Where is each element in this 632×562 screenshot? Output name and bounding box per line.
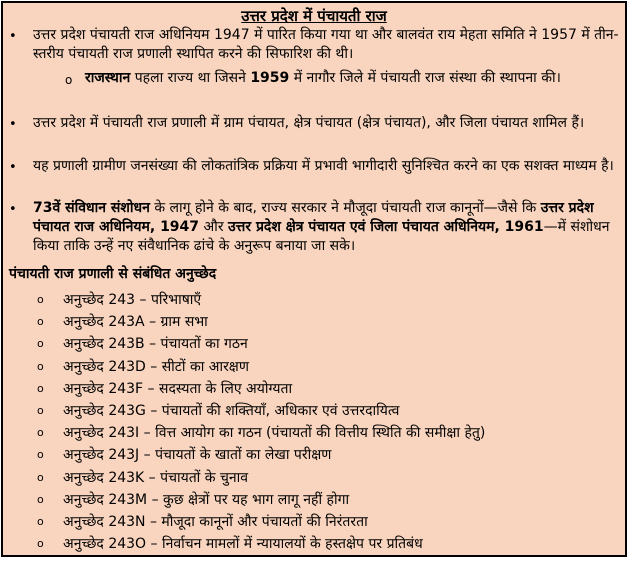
point-2: उत्तर प्रदेश में पंचायती राज प्रणाली में ग्राम पंचायत, क्षेत्र पंचायत (क्षेत्र पंचायत), और जिला पंचायत शामिल हैं।: [33, 115, 585, 131]
circle-bullet-icon: o: [37, 448, 44, 462]
circle-bullet-icon: o: [37, 359, 44, 373]
list-item: o अनुच्छेद 243G – पंचायतों की शक्तियाँ, अधिकार एवं उत्तरदायित्व: [37, 400, 485, 422]
circle-bullet-icon: o: [37, 337, 44, 351]
bold-text: राजस्थान: [85, 70, 131, 86]
content-box: [1, 1, 627, 557]
list-item: o अनुच्छेद 243F – सदस्यता के लिए अयोग्यता: [37, 378, 485, 400]
bullet-icon: •: [9, 29, 17, 44]
list-item: o अनुच्छेद 243 – परिभाषाएँ: [37, 289, 485, 311]
circle-bullet-icon: o: [37, 293, 44, 306]
bold-text: उत्तर प्रदेश क्षेत्र पंचायत एवं जिला पंचायत अधिनियम, 1961: [228, 219, 544, 235]
list-item: o अनुच्छेद 243B – पंचायतों का गठन: [37, 333, 485, 355]
list-item: o अनुच्छेद 243O – निर्वाचन मामलों में न्यायालयों के हस्तक्षेप पर प्रतिबंध: [37, 533, 485, 555]
circle-bullet-icon: o: [37, 492, 44, 506]
circle-bullet-icon: o: [37, 403, 44, 417]
bold-text: उत्तर प्रदेश पंचायत राज अधिनियम, 1947: [33, 200, 594, 235]
circle-bullet-icon: o: [37, 426, 44, 440]
list-item: o अनुच्छेद 243M – कुछ क्षेत्रों पर यह भाग लागू नहीं होगा: [37, 489, 485, 511]
circle-bullet-icon: o: [37, 315, 44, 329]
bold-text: 73वें संविधान संशोधन: [33, 200, 150, 216]
bullet-icon: •: [9, 160, 17, 175]
page-title: उत्तर प्रदेश में पंचायती राज: [241, 7, 387, 25]
sub-point-1: राजस्थान पहला राज्य था जिसने 1959 में नागौर जिले में पंचायती राज संस्था की स्थापना की।: [85, 70, 561, 86]
bold-text: 1959: [250, 70, 290, 86]
point-3: यह प्रणाली ग्रामीण जनसंख्या की लोकतांत्रिक प्रक्रिया में प्रभावी भागीदारी सुनिश्चित करने का एक सशक्त माध्यम है।: [33, 158, 614, 174]
list-item: o अनुच्छेद 243D – सीटों का आरक्षण: [37, 356, 485, 378]
point-1: उत्तर प्रदेश पंचायती राज अधिनियम 1947 में पारित किया गया था और बालवंत राय मेहता समिति ने 1957 में तीन-स्तरीय पंचायती राज प्रणाली स्थापित करने की सिफारिश की थी।: [33, 27, 619, 62]
point-4: 73वें संविधान संशोधन के लागू होने के बाद, राज्य सरकार ने मौजूदा पंचायती राज कानूनों—जैसे कि उत्तर प्रदेश पंचायत राज अधिनियम, 1947 और उत्तर प्रदेश क्षेत्र पंचायत एवं जिला पंचायत अधिनियम, 1961—में संशोधन किया ताकि उन्हें नए संवैधानिक ढांचे के अनुरूप बनाया जा सके।: [33, 200, 610, 254]
bullet-icon: •: [9, 202, 17, 217]
circle-bullet-icon: o: [37, 470, 44, 484]
list-item: o अनुच्छेद 243K – पंचायतों के चुनाव: [37, 467, 485, 489]
articles-heading: पंचायती राज प्रणाली से संबंधित अनुच्छेद: [9, 266, 217, 282]
circle-bullet-icon: o: [37, 537, 44, 551]
list-item: o अनुच्छेद 243I – वित्त आयोग का गठन (पंचायतों की वित्तीय स्थिति की समीक्षा हेतु): [37, 422, 485, 444]
sub-bullet-icon: o: [65, 73, 73, 87]
list-item: o अनुच्छेद 243J – पंचायतों के खातों का लेखा परीक्षण: [37, 444, 485, 466]
list-item: o अनुच्छेद 243A – ग्राम सभा: [37, 311, 485, 333]
circle-bullet-icon: o: [37, 514, 44, 528]
circle-bullet-icon: o: [37, 381, 44, 395]
list-item: o अनुच्छेद 243N – मौजूदा कानूनों और पंचायतों की निरंतरता: [37, 511, 485, 533]
bullet-icon: •: [9, 117, 17, 132]
articles-list: [37, 289, 485, 555]
